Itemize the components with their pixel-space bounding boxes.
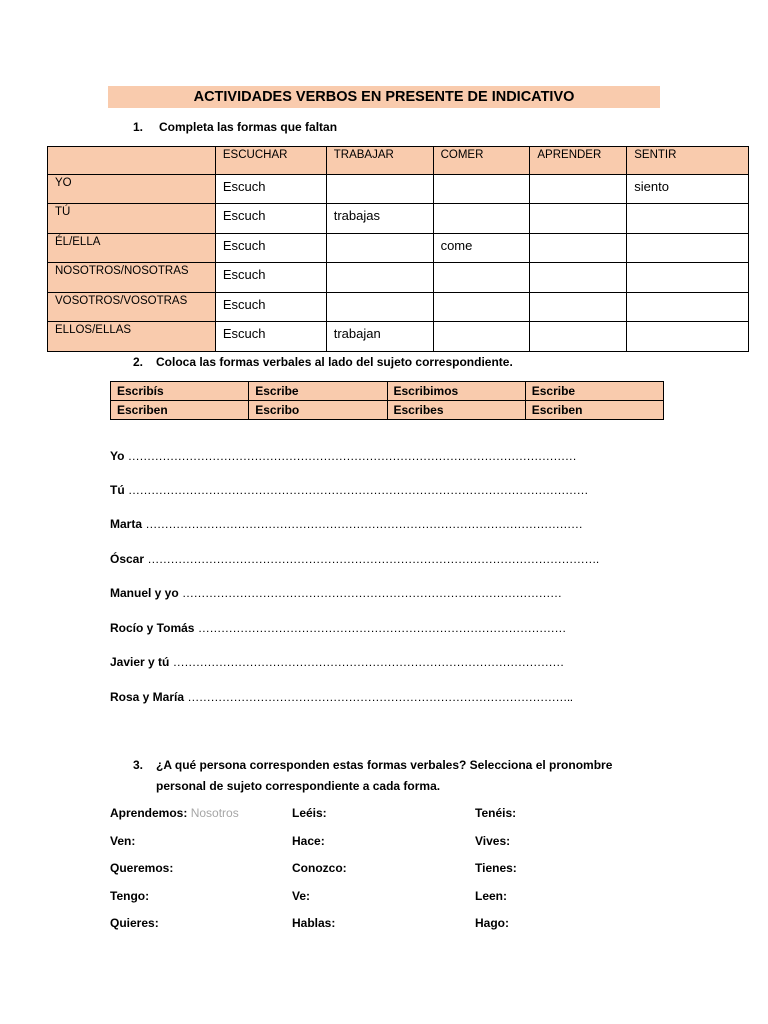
verb-form-label: Tengo: [110,889,150,903]
verb-option: Escribe [249,382,387,401]
section-2-heading [133,355,513,369]
verb-form-item[interactable] [292,806,327,820]
answer-cell[interactable] [627,322,749,352]
pronoun-cell: NOSOTROS/NOSOTRAS [48,263,216,293]
table-header-cell [48,147,216,175]
verb-form-item[interactable] [292,861,347,875]
verb-form-label: Vives: [475,834,511,848]
answer-dots[interactable]: …………………………………………………………………………………… [197,621,566,635]
verb-form-label: Aprendemos: [110,806,188,820]
subject-label: Óscar [110,552,145,566]
section-1-number: 1. [133,120,144,134]
verb-option: Escribe [525,382,663,401]
answer-cell[interactable] [433,204,530,234]
answer-dots[interactable]: ………………………………………………………………………………………………………. [147,552,599,566]
fill-line[interactable] [110,586,562,600]
answer-cell[interactable] [530,263,627,293]
answer-cell[interactable] [530,174,627,204]
answer-cell[interactable] [433,322,530,352]
pronoun-cell: VOSOTROS/VOSOTRAS [48,292,216,322]
verb-options-table [110,381,664,420]
verb-form-label: Leéis: [292,806,327,820]
answer-cell[interactable] [326,174,433,204]
verb-form-item[interactable] [110,806,239,820]
answer-dots[interactable]: ……………………………………………………………………………………………………… [127,449,577,463]
answer-cell[interactable]: Escuch [215,174,326,204]
table-row [48,204,749,234]
fill-line[interactable] [110,621,566,635]
verb-form-label: Hago: [475,916,509,930]
answer-dots[interactable]: ………………………………………………………………………………………………………… [128,483,589,497]
answer-cell[interactable]: Escuch [215,322,326,352]
verb-form-label: Quieres: [110,916,159,930]
verb-form-item[interactable] [292,916,335,930]
verb-form-label: Ven: [110,834,136,848]
verb-option: Escriben [111,401,249,420]
verb-form-label: Ve: [292,889,311,903]
verb-form-label: Queremos: [110,861,174,875]
answer-dots[interactable]: ………………………………………………………………………………………… [172,655,564,669]
verb-form-label: Leen: [475,889,508,903]
subject-label: Manuel y yo [110,586,179,600]
answer-cell[interactable]: Escuch [215,204,326,234]
answer-cell[interactable] [530,322,627,352]
verb-form-item[interactable] [475,861,517,875]
subject-label: Marta [110,517,143,531]
verb-form-item[interactable] [292,889,310,903]
section-2-number: 2. [133,355,144,369]
answer-dots[interactable]: ……………………………………………………………………………………….. [187,690,573,704]
pronoun-cell: TÚ [48,204,216,234]
section-3-number: 3. [133,758,144,772]
table-row [48,322,749,352]
conjugation-table [47,146,749,352]
answer-cell[interactable]: trabajan [326,322,433,352]
subject-label: Yo [110,449,125,463]
verb-form-item[interactable] [110,834,135,848]
table-row [48,292,749,322]
section-3-heading [133,758,612,772]
table-header-cell: ESCUCHAR [215,147,326,175]
table-header-cell: SENTIR [627,147,749,175]
verb-form-item[interactable] [292,834,325,848]
fill-line[interactable] [110,449,576,463]
section-1-instruction: Completa las formas que faltan [159,120,338,134]
answer-cell[interactable] [627,263,749,293]
verb-form-label: Hablas: [292,916,336,930]
answer-cell[interactable] [530,292,627,322]
table-header-cell: APRENDER [530,147,627,175]
verb-form-item[interactable] [475,916,509,930]
subject-label: Rosa y María [110,690,185,704]
table-row [111,401,664,420]
verb-option: Escriben [525,401,663,420]
section-2-instruction: Coloca las formas verbales al lado del sujeto correspondiente. [156,355,513,369]
verb-form-answer[interactable]: Nosotros [190,806,239,820]
pronoun-cell: ÉL/ELLA [48,233,216,263]
verb-form-item[interactable] [110,861,173,875]
answer-cell[interactable] [530,204,627,234]
answer-cell[interactable]: siento [627,174,749,204]
verb-option: Escribimos [387,382,525,401]
section-3-instruction-line-1: ¿A qué persona corresponden estas formas verbales? Selecciona el pronombre [156,758,613,772]
verb-option: Escribes [387,401,525,420]
answer-cell[interactable]: trabajas [326,204,433,234]
subject-label: Javier y tú [110,655,170,669]
pronoun-cell: ELLOS/ELLAS [48,322,216,352]
answer-cell[interactable] [627,233,749,263]
section-3-instruction-line-2: personal de sujeto correspondiente a cada forma. [156,779,441,793]
answer-cell[interactable] [433,174,530,204]
fill-line[interactable] [110,517,582,531]
table-header-cell: TRABAJAR [326,147,433,175]
answer-cell[interactable] [627,292,749,322]
answer-cell[interactable] [627,204,749,234]
verb-form-item[interactable] [110,889,149,903]
fill-line[interactable] [110,483,588,497]
section-1-heading [133,120,337,134]
answer-dots[interactable]: ……………………………………………………………………………………… [182,586,562,600]
verb-form-label: Hace: [292,834,325,848]
fill-line[interactable] [110,552,599,566]
verb-form-label: Tenéis: [475,806,517,820]
table-row [48,174,749,204]
table-row [111,382,664,401]
answer-dots[interactable]: …………………………………………………………………………………………………… [145,517,583,531]
fill-line[interactable] [110,655,564,669]
subject-label: Rocío y Tomás [110,621,195,635]
fill-line[interactable] [110,690,573,704]
verb-form-item[interactable] [475,834,510,848]
table-row [48,233,749,263]
verb-option: Escribís [111,382,249,401]
worksheet-title: ACTIVIDADES VERBOS EN PRESENTE DE INDICATIVO [108,86,660,108]
verb-form-label: Conozco: [292,861,347,875]
table-row [48,263,749,293]
answer-cell[interactable]: come [433,233,530,263]
verb-form-label: Tienes: [475,861,517,875]
verb-form-item[interactable] [475,806,516,820]
table-header-cell: COMER [433,147,530,175]
answer-cell[interactable] [433,263,530,293]
answer-cell[interactable] [433,292,530,322]
answer-cell[interactable]: Escuch [215,233,326,263]
table-header-row [48,147,749,175]
pronoun-cell: YO [48,174,216,204]
answer-cell[interactable] [326,233,433,263]
verb-form-item[interactable] [475,889,507,903]
answer-cell[interactable]: Escuch [215,292,326,322]
verb-form-item[interactable] [110,916,159,930]
subject-label: Tú [110,483,125,497]
answer-cell[interactable] [530,233,627,263]
answer-cell[interactable] [326,292,433,322]
answer-cell[interactable] [326,263,433,293]
answer-cell[interactable]: Escuch [215,263,326,293]
verb-option: Escribo [249,401,387,420]
